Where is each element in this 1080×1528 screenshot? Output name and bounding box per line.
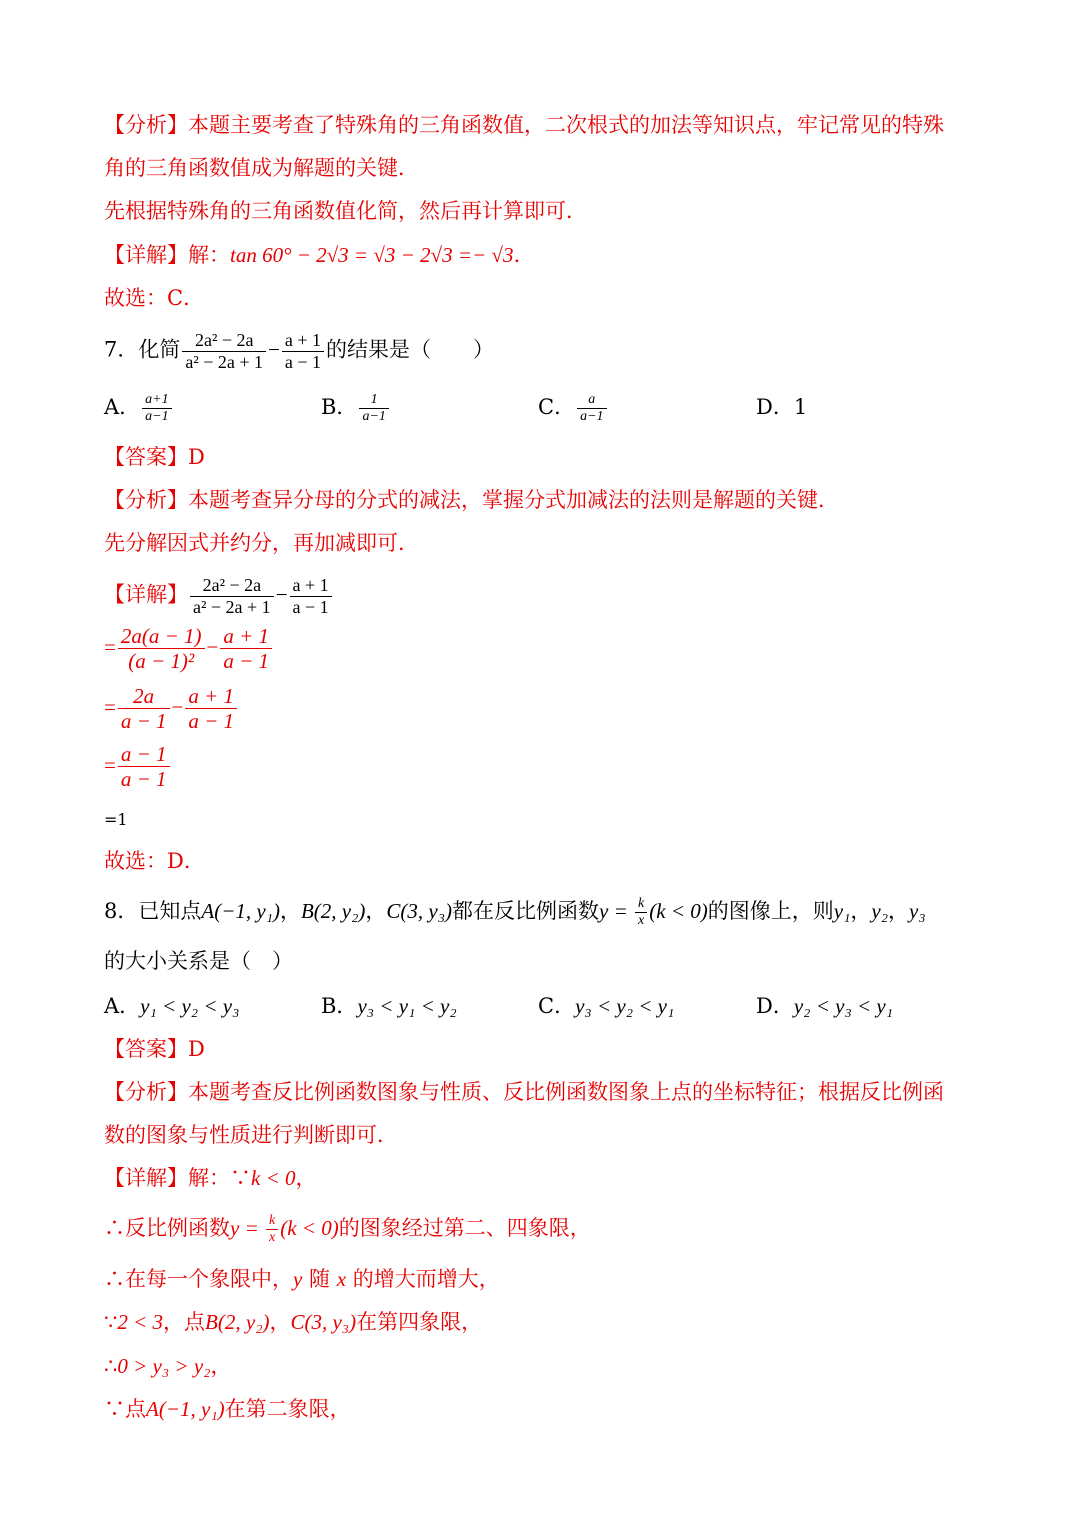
q7-option-b: B． $\frac{1}{a-1}$ <box>321 392 391 425</box>
q7-analysis-1: 【分析】本题考查异分母的分式的减法，掌握分式加减法的法则是解题的关键． <box>104 488 839 512</box>
q7-detail: 【详解】 $\frac{\text{2a² − 2a}}{\text{a² − 2a + 1}}$ − $\frac{a + 1}{a - 1}$ <box>104 575 334 617</box>
question-8-line-2: 的大小关系是（ ） <box>104 949 293 973</box>
q7-option-d: D．1 <box>756 395 808 419</box>
q8-analysis-2: 数的图象与性质进行判断即可． <box>104 1123 398 1147</box>
q7-analysis-2: 先分解因式并约分，再加减即可． <box>104 531 419 555</box>
question-7: 7．化简 $\frac{\text{2a² − 2a}}{\text{a² − 2a + 1}}$ − $\frac{a + 1}{a - 1}$ 的结果是（ ） <box>104 330 495 372</box>
q8-option-d: D．y₂ < y₃ < y₁ <box>756 994 894 1018</box>
q8-option-c: C．y₃ < y₂ < y₁ <box>538 994 675 1018</box>
analysis-line-1: 【分析】本题主要考查了特殊角的三角函数值，二次根式的加法等知识点，牢记常见的特殊 <box>104 113 944 137</box>
detail-6 <box>104 240 520 270</box>
q8-detail-6: ∵点A(−1, y₁)在第二象限， <box>104 1397 351 1421</box>
detail-prefix: 【详解】解： <box>104 243 230 267</box>
choose-6: 故选：C． <box>104 286 205 310</box>
q7-answer: 【答案】D <box>104 445 205 469</box>
detail-end: . <box>513 243 521 267</box>
q8-detail-4: ∵2 < 3，点B(2, y₂)，C(3, y₃)在第四象限， <box>104 1310 483 1334</box>
q8-answer: 【答案】D <box>104 1037 205 1061</box>
q8-detail-5: ∴0 > y₃ > y₂， <box>104 1354 232 1378</box>
q8-option-b: B．y₃ < y₁ < y₂ <box>321 994 457 1018</box>
question-8: 8．已知点A(−1, y₁)，B(2, y₂)，C(3, y₃)都在反比例函数y = $\frac{k}{x}$ (k < 0)的图像上，则y₁，y₂，y₃ <box>104 896 926 929</box>
q7-choose: 故选：D． <box>104 849 205 873</box>
q8-detail-2: ∴反比例函数y = $\frac{k}{x}$ (k < 0)的图象经过第二、四象限， <box>104 1213 591 1246</box>
q7-step-4: =1 <box>104 810 128 829</box>
q7-option-a: A． $\frac{a+1}{a-1}$ <box>104 392 174 425</box>
q8-analysis-1: 【分析】本题考查反比例函数图象与性质、反比例函数图象上点的坐标特征；根据反比例函 <box>104 1080 944 1104</box>
analysis-line-3: 先根据特殊角的三角函数值化简，然后再计算即可． <box>104 199 587 223</box>
q7-step-1: = $\frac{2a(a - 1)}{\text{(a − 1)²}}$ − $\frac{a + 1}{a - 1}$ <box>104 624 274 673</box>
detail-expr: tan 60° − 2√3 = √3 − 2√3 =− √3 <box>230 243 514 267</box>
q7-fraction-2: $\frac{a + 1}{a - 1}$ <box>282 330 324 372</box>
q8-option-a: A．y₁ < y₂ < y₃ <box>104 994 240 1018</box>
q8-detail-3: ∴在每一个象限中，y 随 x 的增大而增大， <box>104 1267 500 1291</box>
q7-step-3: = $\frac{a - 1}{a - 1}$ <box>104 742 172 791</box>
q7-option-c: C． $\frac{a}{a-1}$ <box>538 392 609 425</box>
q7-prefix: 7．化简 <box>104 337 181 362</box>
q7-fraction-1: $\frac{\text{2a² − 2a}}{\text{a² − 2a + 1}}$ <box>182 330 266 372</box>
q8-detail-1: 【详解】解：∵k < 0， <box>104 1166 317 1190</box>
q7-step-2: = $\frac{2a}{a - 1}$ − $\frac{a + 1}{a - 1}$ <box>104 684 239 733</box>
q7-suffix: 的结果是（ ） <box>326 337 495 362</box>
analysis-line-2: 角的三角函数值成为解题的关键． <box>104 156 419 180</box>
